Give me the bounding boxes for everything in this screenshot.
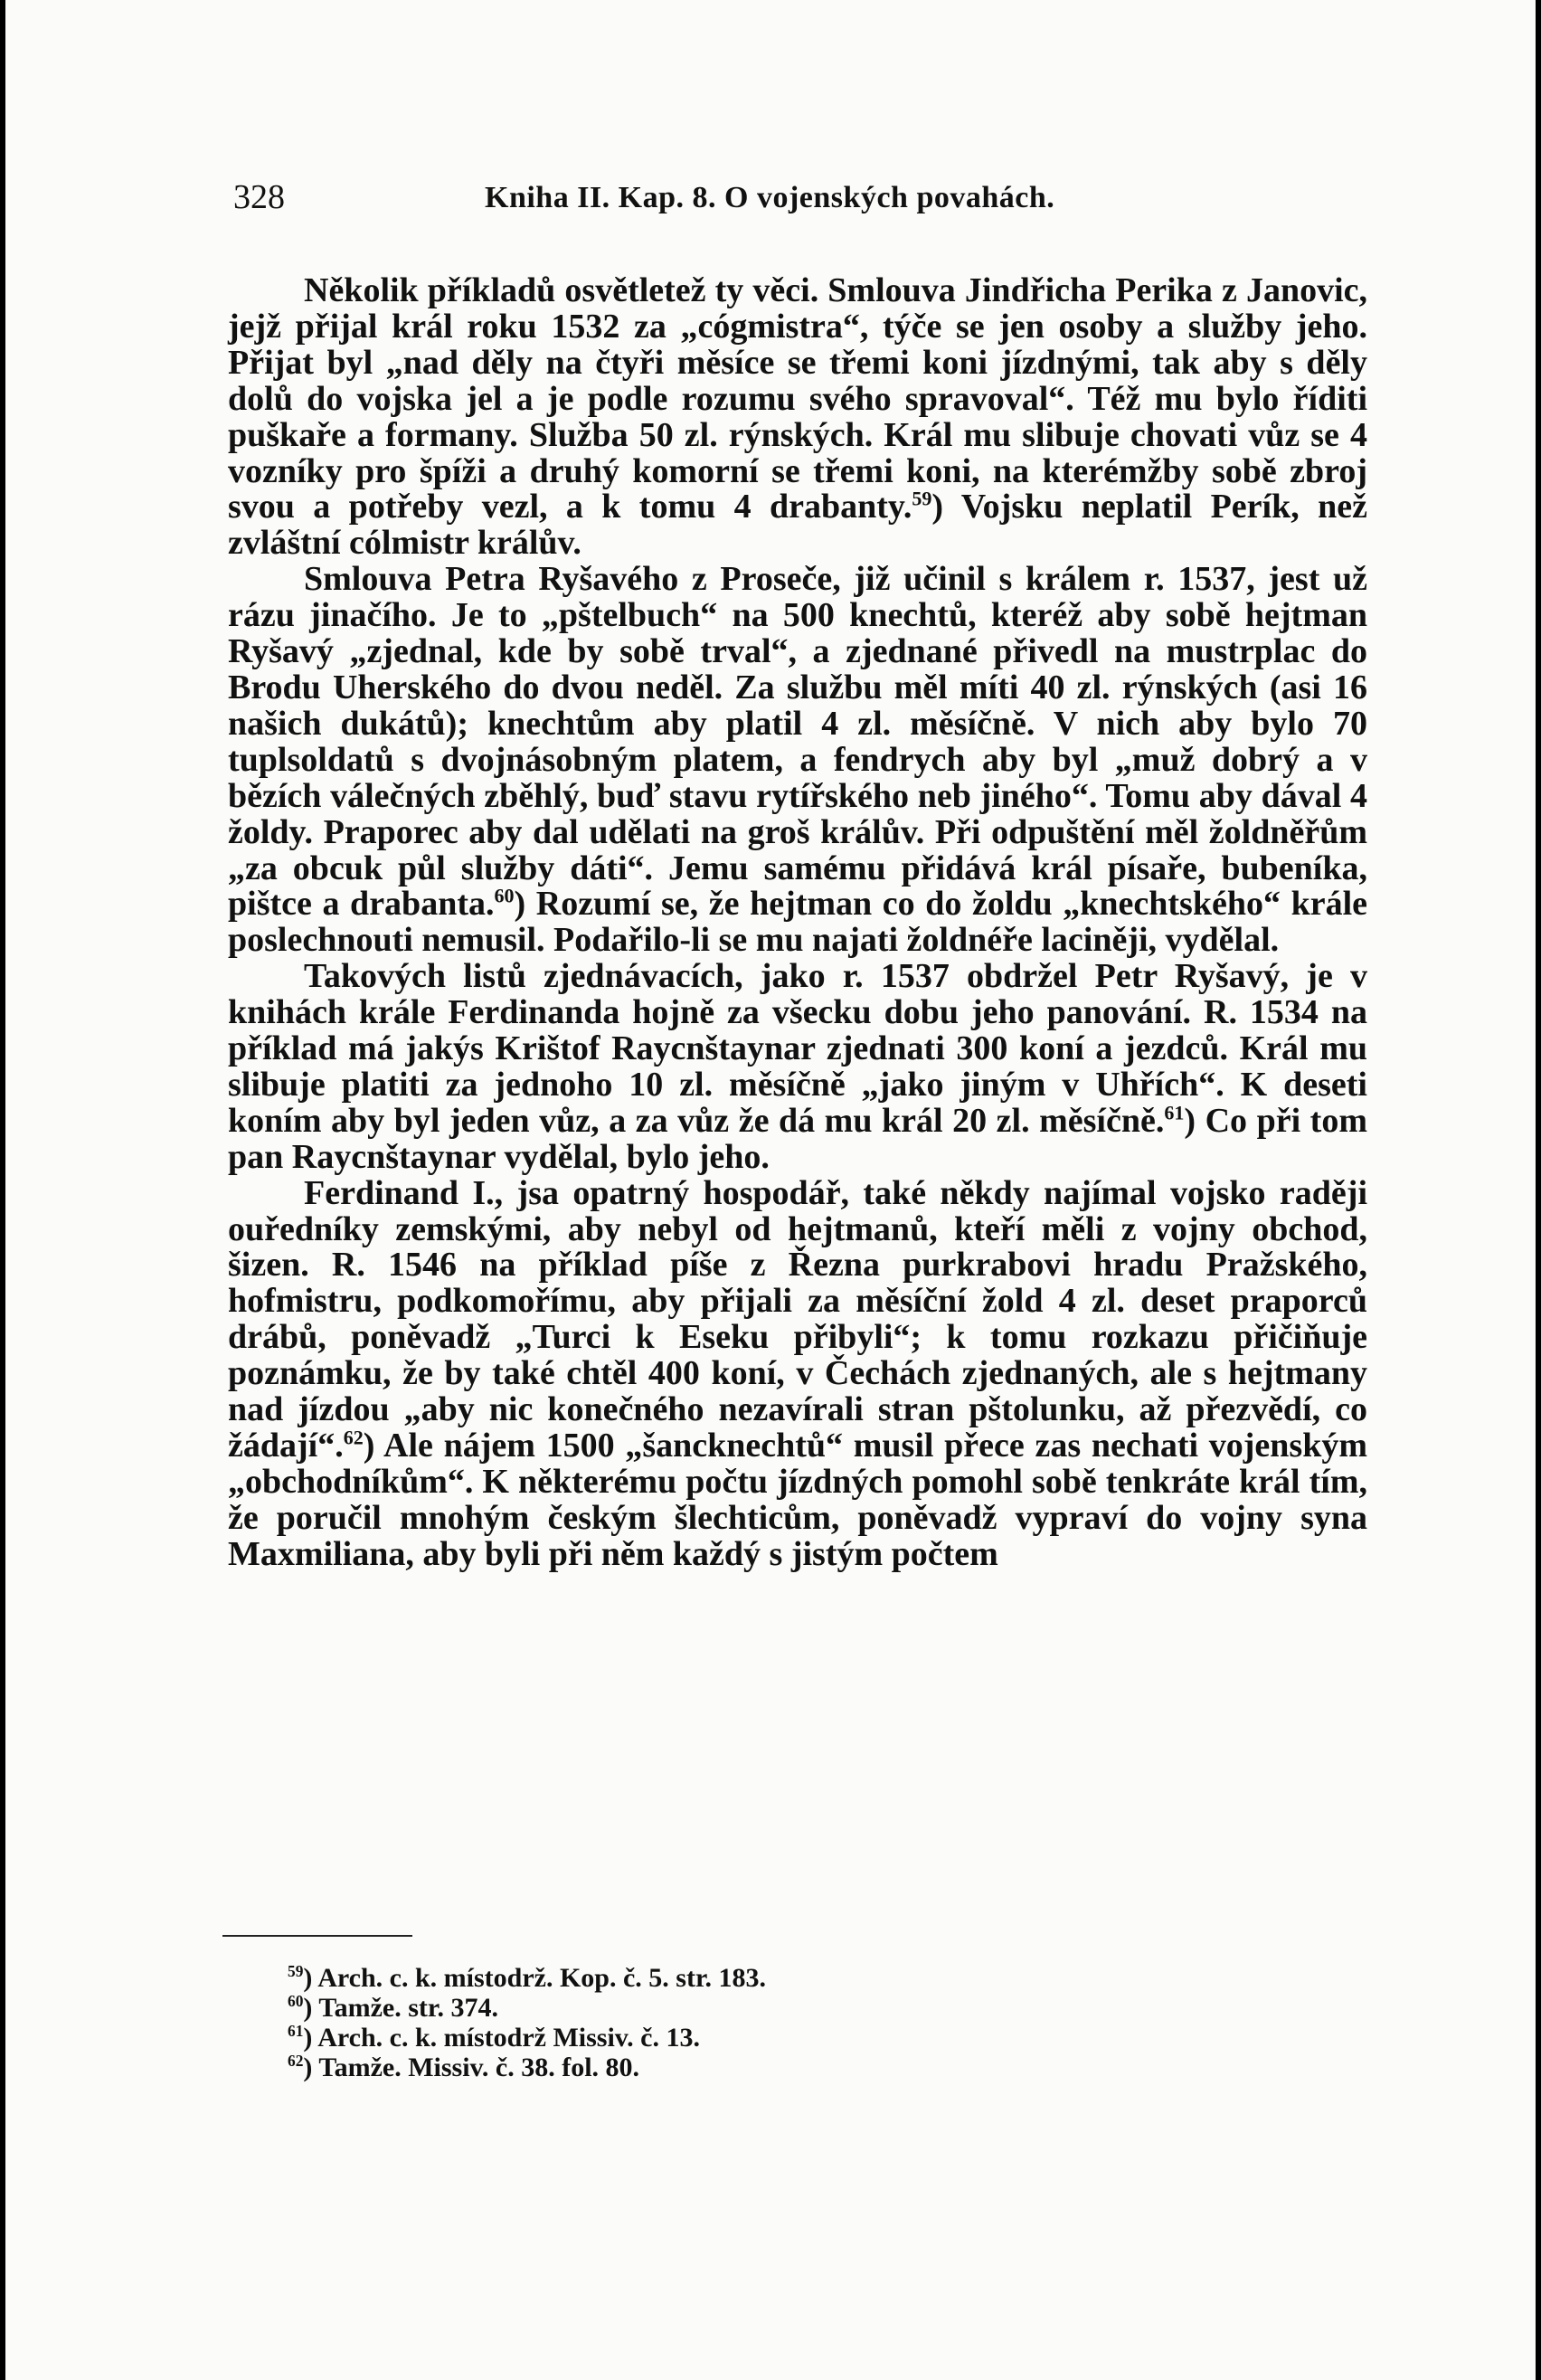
footnote-reference-59: 59 xyxy=(912,487,932,510)
body-text xyxy=(228,273,1367,1573)
scan-right-border xyxy=(1536,0,1541,2380)
footnote-60 xyxy=(288,1993,1228,2023)
paragraph-1-text-b: ) Vojsku neplatil Perík, než zvláštní cólmistr králův. xyxy=(228,488,1367,563)
footnote-text: ) Tamže. str. 374. xyxy=(303,1993,498,2023)
footnote-62 xyxy=(288,2053,1228,2082)
footnote-61 xyxy=(288,2023,1228,2053)
paragraph-2 xyxy=(228,562,1367,959)
paragraph-3-text-a: Takových listů zjednávacích, jako r. 1537 obdržel Petr Ryšavý, je v knihách krále Ferdinanda hojně za všecku dobu jeho panování. R. 1534 na příklad má jakýs Krištof Raycnštaynar zjednati 300 koní a jezdců. Král mu slibuje platiti za jednoho 10 zl. měsíčně „jako jiným v Uhřích“. K deseti koním aby byl jeden vůz, a za vůz že dá mu král 20 zl. měsíčně. xyxy=(228,957,1367,1140)
paragraph-3-text-b: ) Co při tom pan Raycnštaynar vydělal, bylo jeho. xyxy=(228,1101,1367,1176)
paragraph-4-text-a: Ferdinand I., jsa opatrný hospodář, také někdy najímal vojsko raději ouředníky zemskými, aby nebyl od hejtmanů, kteří měli z vojny obchod, šizen. R. 1546 na příklad píše z Řezna purkrabovi hradu Pražského, hofmistru, podkomořímu, aby přijali za měsíční žold 4 zl. deset praporců drábů, poněvadž „Turci k Eseku přibyli“; k tomu rozkazu přičiňuje poznámku, že by také chtěl 400 koní, v Čechách zjednaných, ale s hejtmany nad jízdou „aby nic konečného nezavírali stran pštolunku, až přezvědí, co žádají“. xyxy=(228,1173,1367,1465)
footnote-text: ) Arch. c. k. místodrž Missiv. č. 13. xyxy=(303,2023,700,2053)
footnote-divider xyxy=(222,1935,412,1937)
footnote-59 xyxy=(288,1963,1228,1993)
paragraph-1-text-a: Několik příkladů osvětletež ty věci. Smlouva Jindřicha Perika z Janovic, jejž přijal král roku 1532 za „cógmistra“, týče se jen osoby a služby jeho. Přijat byl „nad děly na čtyři měsíce se třemi koni jízdnými, tak aby s děly dolů do vojska jel a je podle rozumu svého spravoval“. Též mu bylo říditi puškaře a formany. Služba 50 zl. rýnských. Král mu slibuje chovati vůz se 4 vozníky pro špíži a druhý komorní se třemi koni, na kterémžby sobě zbroj svou a potřeby vezl, a k tomu 4 drabanty. xyxy=(228,271,1367,526)
paragraph-3 xyxy=(228,959,1367,1175)
footnote-reference-61: 61 xyxy=(1164,1101,1185,1124)
footnote-number: 61 xyxy=(288,2022,304,2040)
paragraph-4 xyxy=(228,1173,1367,1573)
paragraph-4-text-b: ) Ale nájem 1500 „šancknechtů“ musil přece zas nechati vojenským „obchodníkům“. K některému počtu jízdných pomohl sobě tenkráte král tím, že poručil mnohým českým šlechticům, poněvadž vypraví do vojny syna Maxmiliana, aby byli při něm každý s jistým počtem xyxy=(228,1427,1367,1573)
footnote-number: 59 xyxy=(288,1962,304,1980)
page-number: 328 xyxy=(233,178,285,216)
footnotes xyxy=(288,1963,1228,2082)
footnote-text: ) Arch. c. k. místodrž. Kop. č. 5. str. 183. xyxy=(303,1963,767,1993)
footnote-reference-60: 60 xyxy=(494,884,515,907)
footnote-number: 62 xyxy=(288,2052,304,2070)
running-title: Kniha II. Kap. 8. O vojenských povahách. xyxy=(485,181,1055,214)
footnote-number: 60 xyxy=(288,1992,304,2010)
paragraph-2-text-b: ) Rozumí se, že hejtman co do žoldu „knechtského“ krále poslechnouti nemusil. Podařilo-li se mu najati žoldnéře laciněji, vydělal. xyxy=(228,885,1367,960)
footnote-text: ) Tamže. Missiv. č. 38. fol. 80. xyxy=(303,2053,640,2082)
footnote-reference-62: 62 xyxy=(343,1426,364,1449)
paragraph-2-text-a: Smlouva Petra Ryšavého z Proseče, již učinil s králem r. 1537, jest už rázu jinačího. Je to „pštelbuch“ na 500 knechtů, kteréž aby sobě hejtman Ryšavý „zjednal, kde by sobě trval“, a zjednané přivedl na mustrplac do Brodu Uherského do dvou neděl. Za službu měl míti 40 zl. rýnských (asi 16 našich dukátů); knechtům aby platil 4 zl. měsíčně. V nich aby bylo 70 tuplsoldatů s dvojnásobným platem, a fendrych aby byl „muž dobrý a v bězích válečných zběhlý, buď stavu rytířského neb jiného“. Tomu aby dával 4 žoldy. Praporec aby dal udělati na groš králův. Při odpuštění měl žoldněřům „za obcuk půl služby dáti“. Jemu samému přidává král písaře, bubeníka, pištce a drabanta. xyxy=(228,560,1367,924)
paragraph-1 xyxy=(228,273,1367,562)
page-header xyxy=(233,177,1373,219)
